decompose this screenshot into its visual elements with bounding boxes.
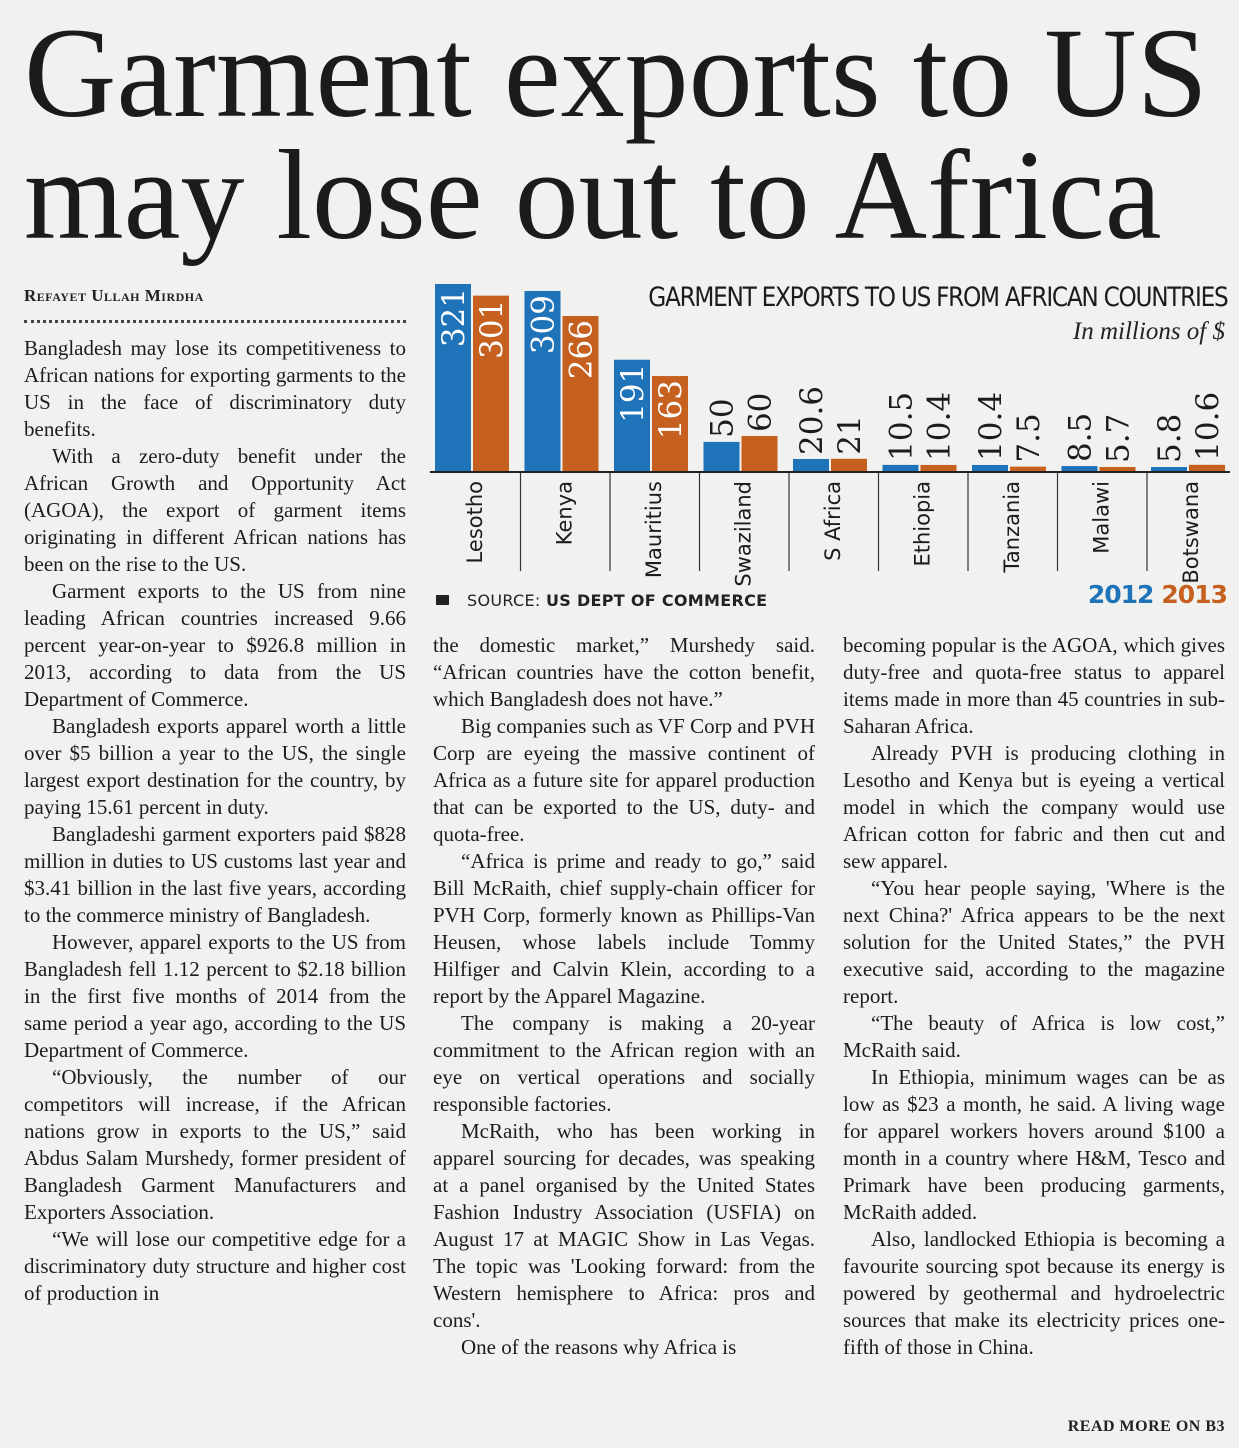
data-label-2012-botswana: 5.8 [1152, 413, 1188, 463]
bar-chart [430, 278, 1230, 618]
article-column-1 [24, 335, 406, 1307]
paragraph: Big companies such as VF Corp and PVH Corp are eyeing the massive continent of Africa as a future site for apparel production that can be exported to the US, duty- and quota-free. [433, 714, 815, 846]
category-label-malawi: Malawi [1089, 481, 1114, 554]
bar-2013-malawi [1100, 467, 1136, 471]
data-label-2012-swaziland: 50 [704, 398, 741, 438]
bar-2013-swaziland [742, 436, 778, 471]
data-label-2012-s-africa: 20.6 [794, 385, 830, 455]
source-square-icon [436, 595, 449, 605]
paragraph: McRaith, who has been working in apparel sourcing for decades, was speaking at a panel organised by the United States Fashion Industry Association (USFIA) on August 17 at MAGIC Show in Las Vegas. The topic was 'Looking forward: from the Western hemisphere to Africa: pros and cons'. [433, 1119, 815, 1332]
data-label-2013-lesotho: 301 [474, 299, 510, 359]
data-label-2013-s-africa: 21 [832, 415, 868, 455]
data-label-2013-swaziland: 60 [742, 392, 779, 433]
category-label-swaziland: Swaziland [731, 481, 756, 587]
headline [24, 2, 1234, 266]
paragraph: One of the reasons why Africa is [461, 1335, 737, 1359]
bar-2013-botswana [1189, 465, 1225, 471]
data-label-2013-botswana: 10.6 [1190, 391, 1226, 461]
data-label-2012-malawi: 8.5 [1062, 412, 1099, 463]
bar-2012-s-africa [793, 459, 829, 471]
paragraph: the domestic market,” Murshedy said. “African countries have the cotton benefit, which Bangladesh does not have.” [433, 633, 815, 711]
paragraph: becoming popular is the AGOA, which gives duty-free and quota-free status to apparel items made in more than 45 countries in sub-Saharan Africa. [843, 633, 1225, 738]
headline-line-1: Garment exports to US [24, 2, 1208, 144]
data-label-2013-tanzania: 7.5 [1011, 413, 1047, 463]
paragraph: Already PVH is producing clothing in Lesotho and Kenya but is eyeing a vertical model in which the company would use African cotton for fabric and then cut and sew apparel. [843, 741, 1225, 873]
bar-2013-tanzania [1010, 467, 1046, 471]
category-label-s-africa: S Africa [821, 481, 845, 561]
source-label: SOURCE: [467, 591, 541, 610]
paragraph: Bangladesh may lose its competitiveness to African nations for exporting garments to the US in the face of discriminatory duty benefits. [24, 336, 406, 441]
paragraph: “Obviously, the number of our competitors will increase, if the African nations grow in exports to the US,” said Abdus Salam Murshedy, former president of Bangladesh Garment Manufacturers and Exporters Association. [24, 1065, 406, 1224]
source-value: US DEPT OF COMMERCE [545, 591, 768, 610]
bar-2013-ethiopia [921, 465, 957, 471]
bar-2012-swaziland [704, 442, 740, 471]
data-label-2012-lesotho: 321 [436, 288, 472, 348]
legend-2013: 2013 [1161, 580, 1227, 609]
data-label-2012-ethiopia: 10.5 [883, 391, 920, 461]
data-label-2012-kenya: 309 [525, 294, 562, 355]
category-label-botswana: Botswana [1179, 481, 1203, 584]
data-label-2013-ethiopia: 10.4 [921, 391, 958, 461]
paragraph: In Ethiopia, minimum wages can be as low as $23 a month, he said. A living wage for apparel workers hovers around $100 a month in a country where H&M, Tesco and Primark have been producing garments, McRaith added. [843, 1065, 1225, 1224]
legend-2012: 2012 [1087, 580, 1154, 609]
paragraph: “We will lose our competitive edge for a discriminatory duty structure and higher cost of production in [24, 1227, 406, 1305]
paragraph: “The beauty of Africa is low cost,” McRaith said. [843, 1011, 1225, 1062]
bar-2013-s-africa [831, 459, 867, 471]
bar-2012-botswana [1151, 467, 1187, 471]
bar-2012-ethiopia [883, 465, 919, 471]
byline: Refayet Ullah Mirdha [24, 286, 204, 305]
data-label-2012-mauritius: 191 [615, 363, 651, 423]
data-label-2013-kenya: 266 [563, 320, 600, 380]
article-column-3 [843, 632, 1225, 1361]
paragraph: “Africa is prime and ready to go,” said Bill McRaith, chief supply-chain officer for PVH Corp, formerly known as Phillips-Van Heusen, whose labels include Tommy Hilfiger and Calvin Klein, according to a report by the Apparel Magazine. [433, 849, 815, 1008]
paragraph: Garment exports to the US from nine leading African countries increased 9.66 percent year-on-year to $926.8 million in 2013, according to data from the US Department of Commerce. [24, 579, 406, 711]
category-label-tanzania: Tanzania [1000, 481, 1024, 573]
chart-legend [1080, 580, 1227, 609]
read-more-link[interactable]: READ MORE ON B3 [1067, 1418, 1225, 1435]
byline-divider [24, 320, 406, 323]
article-column-2 [433, 632, 815, 1361]
category-label-kenya: Kenya [552, 481, 577, 546]
paragraph: Also, landlocked Ethiopia is becoming a favourite sourcing spot because its energy is powered by geothermal and hydroelectric sources that make its electricity prices one-fifth of those in China. [843, 1227, 1225, 1359]
paragraph: Bangladeshi garment exporters paid $828 million in duties to US customs last year and $3.41 billion in the last five years, according to the commerce ministry of Bangladesh. [24, 822, 406, 927]
paragraph: Bangladesh exports apparel worth a little over $5 billion a year to the US, the single largest export destination for the country, by paying 15.61 percent in duty. [24, 714, 406, 819]
chart-title: GARMENT EXPORTS TO US FROM AFRICAN COUNTRIES [647, 282, 1227, 313]
data-label-2013-mauritius: 163 [653, 380, 689, 440]
chart-subtitle: In millions of $ [1072, 318, 1225, 345]
data-label-2012-tanzania: 10.4 [973, 391, 1009, 461]
paragraph: “You hear people saying, 'Where is the next China?' Africa appears to be the next solution for the United States,” the PVH executive said, according to the magazine report. [843, 876, 1225, 1008]
bar-2012-tanzania [972, 465, 1008, 471]
category-label-lesotho: Lesotho [463, 481, 487, 564]
category-label-ethiopia: Ethiopia [910, 481, 935, 567]
chart-source [436, 591, 767, 610]
paragraph: However, apparel exports to the US from Bangladesh fell 1.12 percent to $2.18 billion in the first five months of 2014 from the same period a year ago, according to the US Department of Commerce. [24, 930, 406, 1062]
bar-2012-malawi [1062, 466, 1098, 471]
headline-line-2: may lose out to Africa [24, 124, 1162, 266]
data-label-2013-malawi: 5.7 [1100, 413, 1137, 463]
paragraph: With a zero-duty benefit under the African Growth and Opportunity Act (AGOA), the export of garment items originating in different African nations has been on the rise to the US. [24, 444, 406, 576]
paragraph: The company is making a 20-year commitment to the African region with an eye on vertical operations and socially responsible factories. [433, 1011, 815, 1116]
category-label-mauritius: Mauritius [642, 481, 666, 579]
